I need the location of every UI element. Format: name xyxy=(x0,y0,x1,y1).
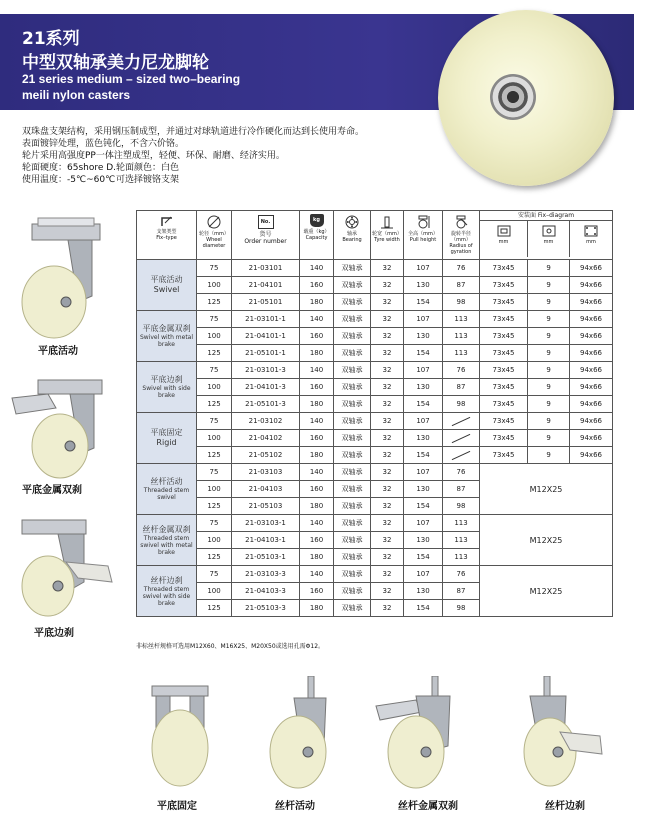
cell-radius: 113 xyxy=(443,532,480,549)
cell-radius: 76 xyxy=(443,566,480,583)
fix-type-cell xyxy=(137,464,197,515)
table-row xyxy=(137,515,613,532)
header-capacity xyxy=(300,211,334,260)
cell-height: 154 xyxy=(404,498,443,515)
fix-type-en: Swivel with metal brake xyxy=(139,334,194,348)
cell-height: 130 xyxy=(404,583,443,600)
cell-width: 32 xyxy=(371,464,404,481)
cell-cap: 160 xyxy=(300,532,334,549)
header-label: Pull height xyxy=(409,237,437,243)
cell-width: 32 xyxy=(371,311,404,328)
cell-height: 130 xyxy=(404,532,443,549)
cell-dia: 100 xyxy=(197,481,232,498)
cell-order: 21-04101-1 xyxy=(232,328,300,345)
cell-order: 21-04102 xyxy=(232,430,300,447)
table-row xyxy=(137,430,613,447)
cell-fix-f2: 9 xyxy=(528,362,570,379)
header-label: 全高（mm） xyxy=(408,231,438,237)
fix-type-cn: 平底活动 xyxy=(150,275,183,284)
cell-fix-f1: 73x45 xyxy=(480,447,528,464)
cell-order: 21-04103-1 xyxy=(232,532,300,549)
cell-height: 107 xyxy=(404,311,443,328)
cell-cap: 160 xyxy=(300,583,334,600)
product-title-en-line1: 21 series medium – sized two–bearing xyxy=(22,72,241,86)
cell-cap: 180 xyxy=(300,498,334,515)
cell-fix-f1: 73x45 xyxy=(480,396,528,413)
cell-order: 21-03103 xyxy=(232,464,300,481)
cell-order: 21-05102 xyxy=(232,447,300,464)
not-applicable-mark xyxy=(452,416,471,425)
table-row xyxy=(137,447,613,464)
cell-bearing: 双轴承 xyxy=(334,464,371,481)
cell-width: 32 xyxy=(371,396,404,413)
cell-bearing: 双轴承 xyxy=(334,498,371,515)
plate-size-icon xyxy=(584,225,598,237)
bolt-hole-icon xyxy=(542,225,556,237)
table-header-row xyxy=(137,211,613,260)
cell-dia: 125 xyxy=(197,498,232,515)
cell-fix-f2: 9 xyxy=(528,345,570,362)
cell-fix-f3: 94x66 xyxy=(570,413,613,430)
cell-cap: 160 xyxy=(300,277,334,294)
cell-dia: 125 xyxy=(197,396,232,413)
cell-bearing: 双轴承 xyxy=(334,566,371,583)
cell-fix-f3: 94x66 xyxy=(570,260,613,277)
cell-dia: 125 xyxy=(197,600,232,617)
cell-dia: 125 xyxy=(197,447,232,464)
header-label: mm xyxy=(498,239,509,245)
fix-type-en: Threaded stem swivel xyxy=(143,487,190,501)
cell-radius: 113 xyxy=(443,515,480,532)
table-row xyxy=(137,566,613,583)
cell-order: 21-03101 xyxy=(232,260,300,277)
cell-fix-f3: 94x66 xyxy=(570,447,613,464)
cell-bearing: 双轴承 xyxy=(334,447,371,464)
table-row xyxy=(137,311,613,328)
cell-dia: 100 xyxy=(197,379,232,396)
cell-bearing: 双轴承 xyxy=(334,362,371,379)
temperature-text: 使用温度：-5℃~60℃ xyxy=(22,175,116,185)
cell-height: 154 xyxy=(404,294,443,311)
cell-cap: 160 xyxy=(300,379,334,396)
header-fix-diagram xyxy=(480,211,613,260)
fix-type-icon xyxy=(160,215,174,227)
cell-height: 130 xyxy=(404,379,443,396)
fix-type-cn: 丝杆金属双刹 xyxy=(142,524,191,534)
cell-dia: 75 xyxy=(197,464,232,481)
header-radius xyxy=(443,211,480,260)
hardness-text: 轮面硬度：65shore D. xyxy=(22,163,117,173)
cell-radius: 87 xyxy=(443,277,480,294)
cell-cap: 180 xyxy=(300,345,334,362)
cell-radius: 113 xyxy=(443,328,480,345)
header-fix-type xyxy=(137,211,197,260)
cell-dia: 125 xyxy=(197,549,232,566)
header-label: Capacity xyxy=(305,235,328,241)
caster-image-rigid xyxy=(140,682,220,792)
wheel-color-text: 轮面颜色：白色 xyxy=(116,163,180,173)
cell-radius: 113 xyxy=(443,311,480,328)
cell-bearing: 双轴承 xyxy=(334,549,371,566)
tyre-width-icon xyxy=(380,215,394,229)
cell-radius: 98 xyxy=(443,396,480,413)
cell-dia: 100 xyxy=(197,532,232,549)
product-title-en-line2: meili nylon casters xyxy=(22,88,131,102)
header-label: Order number xyxy=(244,238,287,245)
cell-fix-f2: 9 xyxy=(528,430,570,447)
bearing-icon xyxy=(345,215,359,229)
specification-table xyxy=(136,210,613,617)
caster-image-metal-brake xyxy=(8,374,128,484)
cell-radius: 76 xyxy=(443,464,480,481)
cell-radius xyxy=(443,447,480,464)
cell-cap: 180 xyxy=(300,600,334,617)
cell-cap: 140 xyxy=(300,515,334,532)
table-row xyxy=(137,345,613,362)
cell-height: 130 xyxy=(404,277,443,294)
cell-order: 21-03102 xyxy=(232,413,300,430)
cell-width: 32 xyxy=(371,600,404,617)
table-row xyxy=(137,413,613,430)
header-tyre-width xyxy=(371,211,404,260)
cell-fix-f3: 94x66 xyxy=(570,294,613,311)
header-label: 支架类型 xyxy=(156,229,177,235)
fix-type-cn: 平底金属双刹 xyxy=(142,324,191,333)
cell-fix-f1: 73x45 xyxy=(480,379,528,396)
cell-bearing: 双轴承 xyxy=(334,413,371,430)
cell-width: 32 xyxy=(371,447,404,464)
header-bearing xyxy=(334,211,371,260)
cell-cap: 180 xyxy=(300,447,334,464)
cell-height: 107 xyxy=(404,464,443,481)
cell-bearing: 双轴承 xyxy=(334,600,371,617)
cell-height: 107 xyxy=(404,515,443,532)
thread-size-cell: M12X25 xyxy=(480,566,613,617)
caster-image-threaded-metal-brake xyxy=(370,676,470,792)
cell-radius: 87 xyxy=(443,379,480,396)
cell-bearing: 双轴承 xyxy=(334,515,371,532)
cell-order: 21-05101-3 xyxy=(232,396,300,413)
header-pull-height xyxy=(404,211,443,260)
cell-height: 154 xyxy=(404,345,443,362)
cell-dia: 100 xyxy=(197,277,232,294)
cell-width: 32 xyxy=(371,277,404,294)
cell-fix-f1: 73x45 xyxy=(480,277,528,294)
cell-fix-f3: 94x66 xyxy=(570,362,613,379)
cell-fix-f2: 9 xyxy=(528,447,570,464)
fix-type-cn: 丝杆边刹 xyxy=(150,575,183,585)
cell-width: 32 xyxy=(371,379,404,396)
cell-fix-f1: 73x45 xyxy=(480,260,528,277)
diameter-icon xyxy=(207,215,221,229)
cell-fix-f3: 94x66 xyxy=(570,345,613,362)
cell-height: 107 xyxy=(404,260,443,277)
cell-bearing: 双轴承 xyxy=(334,396,371,413)
cell-fix-f3: 94x66 xyxy=(570,277,613,294)
cell-cap: 140 xyxy=(300,413,334,430)
cell-cap: 160 xyxy=(300,430,334,447)
fix-type-en: Swivel xyxy=(153,285,180,294)
cell-bearing: 双轴承 xyxy=(334,294,371,311)
cell-width: 32 xyxy=(371,583,404,600)
cell-fix-f2: 9 xyxy=(528,277,570,294)
cell-order: 21-04101-3 xyxy=(232,379,300,396)
fix-type-cell xyxy=(137,566,197,617)
cell-bearing: 双轴承 xyxy=(334,583,371,600)
order-number-icon: No. xyxy=(258,215,274,229)
header-label: mm xyxy=(586,239,596,245)
cell-dia: 75 xyxy=(197,311,232,328)
cell-bearing: 双轴承 xyxy=(334,311,371,328)
thread-note: 非标丝杆规格可选用M12X60、M16X25、M20X50或选用孔需Φ12。 xyxy=(136,643,325,650)
cell-width: 32 xyxy=(371,413,404,430)
cell-order: 21-05103-3 xyxy=(232,600,300,617)
header-label: 轮宽（mm） xyxy=(372,231,402,237)
header-label: 载重（kg） xyxy=(303,229,330,235)
caster-image-swivel xyxy=(8,210,128,340)
cell-radius: 98 xyxy=(443,600,480,617)
cell-bearing: 双轴承 xyxy=(334,260,371,277)
cell-height: 154 xyxy=(404,600,443,617)
cell-cap: 140 xyxy=(300,260,334,277)
cell-height: 154 xyxy=(404,447,443,464)
fix-type-en: Threaded stem swivel with side brake xyxy=(142,585,191,607)
cell-dia: 75 xyxy=(197,362,232,379)
fix-type-cell xyxy=(137,515,197,566)
cell-bearing: 双轴承 xyxy=(334,379,371,396)
nylon-wheel-image xyxy=(438,10,614,186)
fix-type-cell xyxy=(137,260,197,311)
cell-fix-f2: 9 xyxy=(528,396,570,413)
cell-dia: 75 xyxy=(197,260,232,277)
cell-dia: 100 xyxy=(197,328,232,345)
cell-cap: 180 xyxy=(300,396,334,413)
desc-line: 轮片采用高强度PP一体注塑成型，轻便、环保、耐磨、经济实用。 xyxy=(22,151,285,161)
cell-width: 32 xyxy=(371,345,404,362)
cell-width: 32 xyxy=(371,481,404,498)
fix-type-en: Rigid xyxy=(156,438,177,447)
cell-bearing: 双轴承 xyxy=(334,345,371,362)
caster-image-side-brake xyxy=(8,512,128,622)
fix-type-en: Threaded stem swivel with metal brake xyxy=(140,534,193,556)
cell-radius: 87 xyxy=(443,583,480,600)
cell-radius: 113 xyxy=(443,549,480,566)
cell-fix-f1: 73x45 xyxy=(480,328,528,345)
cell-radius: 76 xyxy=(443,362,480,379)
fix-type-cell xyxy=(137,362,197,413)
cell-cap: 180 xyxy=(300,294,334,311)
caption-threaded-side-brake: 丝杆边刹 xyxy=(545,801,585,812)
cell-radius: 113 xyxy=(443,345,480,362)
fix-type-cn: 丝杆活动 xyxy=(150,477,183,486)
cell-bearing: 双轴承 xyxy=(334,430,371,447)
header-label: mm xyxy=(543,239,554,245)
cell-order: 21-03101-3 xyxy=(232,362,300,379)
cell-order: 21-05103 xyxy=(232,498,300,515)
table-row xyxy=(137,396,613,413)
cell-order: 21-05101 xyxy=(232,294,300,311)
table-row xyxy=(137,464,613,481)
cell-radius xyxy=(443,413,480,430)
fix-type-cell xyxy=(137,311,197,362)
cell-fix-f2: 9 xyxy=(528,311,570,328)
cell-radius: 76 xyxy=(443,260,480,277)
desc-line: 表面镀锌处理，蓝色钝化，不含六价铬。 xyxy=(22,139,185,149)
cell-dia: 100 xyxy=(197,583,232,600)
table-row xyxy=(137,294,613,311)
product-title-cn: 中型双轴承美力尼龙脚轮 xyxy=(22,53,209,73)
cell-fix-f1: 73x45 xyxy=(480,430,528,447)
cell-dia: 125 xyxy=(197,294,232,311)
header-label: Radius of gyration xyxy=(449,243,473,255)
product-description xyxy=(22,126,364,186)
caption-side-brake: 平底边刹 xyxy=(34,628,74,639)
cell-radius: 87 xyxy=(443,481,480,498)
header-label: Wheel diameter xyxy=(202,237,226,249)
cell-fix-f1: 73x45 xyxy=(480,362,528,379)
cell-height: 154 xyxy=(404,549,443,566)
header-label: 旋转半径（mm） xyxy=(450,231,471,243)
caption-metal-brake: 平底金属双刹 xyxy=(22,485,82,496)
cell-width: 32 xyxy=(371,498,404,515)
cell-dia: 125 xyxy=(197,345,232,362)
header-label: Bearing xyxy=(342,237,362,243)
weight-icon: kg xyxy=(310,214,324,227)
cell-fix-f3: 94x66 xyxy=(570,328,613,345)
cell-height: 130 xyxy=(404,481,443,498)
cell-cap: 160 xyxy=(300,481,334,498)
thread-size-cell: M12X25 xyxy=(480,464,613,515)
cell-order: 21-04103-3 xyxy=(232,583,300,600)
cell-width: 32 xyxy=(371,515,404,532)
cell-width: 32 xyxy=(371,549,404,566)
cell-width: 32 xyxy=(371,328,404,345)
cell-width: 32 xyxy=(371,294,404,311)
radius-icon xyxy=(454,215,468,229)
cell-fix-f2: 9 xyxy=(528,413,570,430)
caster-image-threaded-side-brake xyxy=(516,676,616,792)
not-applicable-mark xyxy=(452,433,471,442)
thread-size-cell: M12X25 xyxy=(480,515,613,566)
header-label: Tyre width xyxy=(374,237,400,243)
header-label: Fix–type xyxy=(156,235,177,241)
cell-bearing: 双轴承 xyxy=(334,532,371,549)
cell-order: 21-03103-1 xyxy=(232,515,300,532)
cell-radius: 98 xyxy=(443,498,480,515)
cell-radius xyxy=(443,430,480,447)
cell-width: 32 xyxy=(371,260,404,277)
table-row xyxy=(137,260,613,277)
cell-dia: 100 xyxy=(197,430,232,447)
caster-image-threaded-swivel xyxy=(262,676,342,792)
fix-type-cn: 平底边刹 xyxy=(150,375,183,384)
cell-dia: 75 xyxy=(197,566,232,583)
series-title: 21系列 xyxy=(22,29,80,49)
cell-cap: 140 xyxy=(300,362,334,379)
cell-width: 32 xyxy=(371,430,404,447)
cell-fix-f1: 73x45 xyxy=(480,311,528,328)
header-wheel-diameter xyxy=(197,211,232,260)
header-label: 轮径（mm） xyxy=(199,231,229,237)
cell-height: 130 xyxy=(404,328,443,345)
header-label: 安装面 xyxy=(517,212,536,219)
cell-cap: 140 xyxy=(300,566,334,583)
cell-order: 21-03103-3 xyxy=(232,566,300,583)
cell-fix-f1: 73x45 xyxy=(480,413,528,430)
cell-fix-f3: 94x66 xyxy=(570,430,613,447)
height-icon xyxy=(416,215,430,229)
cell-fix-f3: 94x66 xyxy=(570,396,613,413)
cell-order: 21-05103-1 xyxy=(232,549,300,566)
header-label: 货号 xyxy=(259,231,272,238)
fix-type-en: Swivel with side brake xyxy=(142,385,191,399)
cell-height: 154 xyxy=(404,396,443,413)
cell-height: 130 xyxy=(404,430,443,447)
cell-fix-f2: 9 xyxy=(528,379,570,396)
cell-width: 32 xyxy=(371,362,404,379)
fix-type-cell xyxy=(137,413,197,464)
cell-fix-f2: 9 xyxy=(528,260,570,277)
cell-bearing: 双轴承 xyxy=(334,328,371,345)
not-applicable-mark xyxy=(452,450,471,459)
cell-fix-f2: 9 xyxy=(528,328,570,345)
cell-order: 21-04101 xyxy=(232,277,300,294)
caption-threaded-swivel: 丝杆活动 xyxy=(275,801,315,812)
cell-height: 107 xyxy=(404,566,443,583)
plating-option-text: 可选择镀铬支架 xyxy=(116,175,180,185)
cell-cap: 160 xyxy=(300,328,334,345)
cell-order: 21-05101-1 xyxy=(232,345,300,362)
plate-diagram-icon xyxy=(497,225,511,237)
cell-height: 107 xyxy=(404,413,443,430)
desc-line: 双珠盘支架结构，采用钢压制成型，并通过对球轨道进行冷作硬化而达到长使用寿命。 xyxy=(22,127,365,137)
cell-dia: 75 xyxy=(197,413,232,430)
caption-swivel: 平底活动 xyxy=(38,346,78,357)
cell-fix-f3: 94x66 xyxy=(570,311,613,328)
cell-width: 32 xyxy=(371,566,404,583)
cell-radius: 98 xyxy=(443,294,480,311)
header-label: Fix–diagram xyxy=(537,212,575,219)
table-row xyxy=(137,379,613,396)
fix-type-cn: 平底固定 xyxy=(150,428,183,437)
cell-cap: 180 xyxy=(300,549,334,566)
table-row xyxy=(137,277,613,294)
cell-cap: 140 xyxy=(300,311,334,328)
cell-order: 21-03101-1 xyxy=(232,311,300,328)
cell-fix-f2: 9 xyxy=(528,294,570,311)
cell-fix-f1: 73x45 xyxy=(480,294,528,311)
cell-fix-f1: 73x45 xyxy=(480,345,528,362)
table-row xyxy=(137,362,613,379)
cell-cap: 140 xyxy=(300,464,334,481)
cell-width: 32 xyxy=(371,532,404,549)
cell-bearing: 双轴承 xyxy=(334,277,371,294)
cell-bearing: 双轴承 xyxy=(334,481,371,498)
cell-fix-f3: 94x66 xyxy=(570,379,613,396)
table-row xyxy=(137,328,613,345)
cell-dia: 75 xyxy=(197,515,232,532)
header-order-number xyxy=(232,211,300,260)
cell-order: 21-04103 xyxy=(232,481,300,498)
caption-rigid: 平底固定 xyxy=(157,801,197,812)
header-label: 轴承 xyxy=(346,231,357,237)
cell-height: 107 xyxy=(404,362,443,379)
caption-threaded-metal-brake: 丝杆金属双刹 xyxy=(398,801,458,812)
